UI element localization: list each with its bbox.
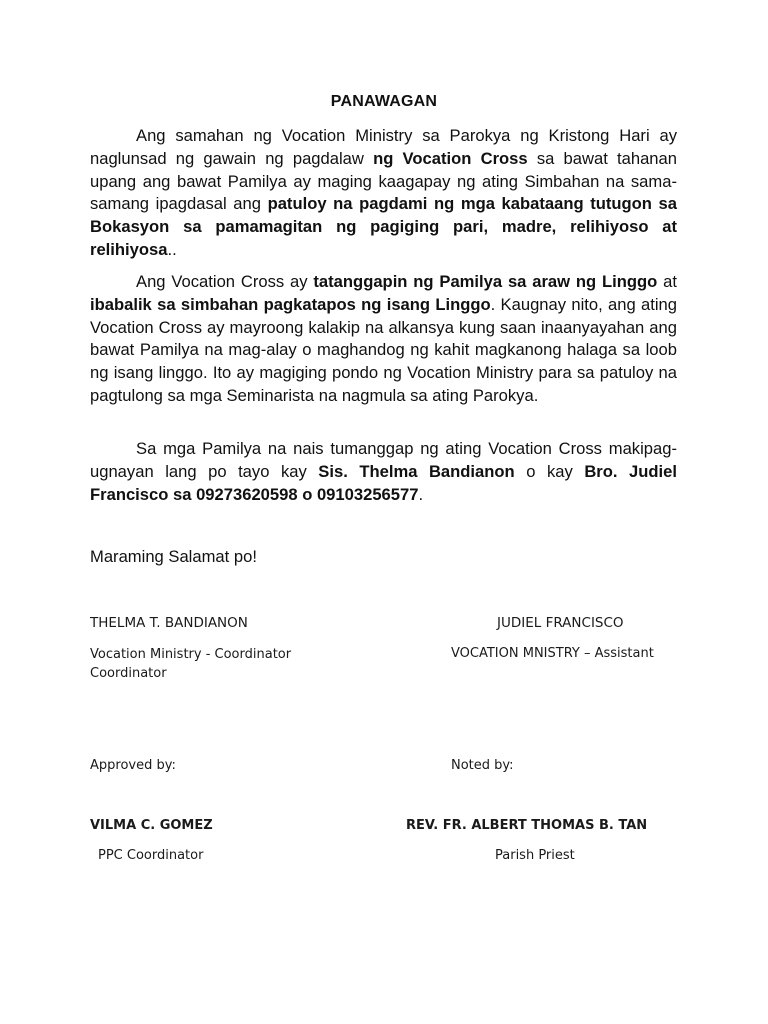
approver-name: VILMA C. GOMEZ	[90, 818, 213, 833]
text-run: . Kaugnay nito, ang ating Vocation Cross ay mayroong kalakip na alkansya kung saan inaanyayahan ang bawat Pamilya na mag-alay o maghandog ng kahit magkanong halaga sa loob ng isang linggo. Ito ay magiging pondo ng Vocation Ministry para sa patuloy na pagtulong sa mga Seminarista na nagmula sa ating Parokya.	[90, 294, 678, 405]
closing-line: Maraming Salamat po!	[90, 547, 257, 566]
text-run: sa bawat tahanan upang ang bawat Pamilya ay maging kaagapay ng ating Simbahan na sama-samang ipagdasal ang	[90, 148, 677, 214]
text-run: o kay	[514, 461, 585, 481]
right-signatory-name: JUDIEL FRANCISCO	[497, 615, 624, 631]
right-signatory-role: VOCATION MNISTRY – Assistant	[451, 646, 654, 661]
left-signatory-name: THELMA T. BANDIANON	[90, 615, 248, 631]
text-run: Ang samahan ng Vocation Ministry sa Parokya ng Kristong Hari ay naglunsad ng gawain ng pagdalaw	[90, 126, 677, 168]
left-signatory-role: Vocation Ministry - Coordinator Coordinator	[90, 647, 292, 681]
text-run: at	[657, 272, 677, 291]
paragraph-3	[90, 438, 677, 506]
text-run: Sa mga Pamilya na nais tumanggap ng ating Vocation Cross makipag-ugnayan lang po tayo kay	[90, 439, 677, 481]
text-run: Ang Vocation Cross ay	[136, 272, 314, 291]
approved-by-label: Approved by:	[90, 758, 176, 773]
paragraph-1	[90, 125, 677, 262]
bold-text-run: Bro. Judiel Francisco sa 09273620598 o 09103256577	[90, 461, 677, 504]
approver-role: PPC Coordinator	[98, 848, 204, 863]
text-run: ..	[167, 239, 177, 259]
text-run: .	[418, 484, 424, 504]
paragraph-2	[90, 271, 677, 408]
document-title: PANAWAGAN	[330, 93, 438, 110]
noter-name: REV. FR. ALBERT THOMAS B. TAN	[406, 818, 648, 833]
bold-text-run: ibabalik sa simbahan pagkatapos ng isang Linggo	[90, 294, 491, 314]
bold-text-run: tatanggapin ng Pamilya sa araw ng Linggo	[313, 272, 658, 291]
bold-text-run: ng Vocation Cross	[373, 148, 528, 168]
noter-role: Parish Priest	[495, 848, 575, 863]
bold-text-run: Sis. Thelma Bandianon	[318, 461, 515, 481]
noted-by-label: Noted by:	[451, 758, 514, 773]
bold-text-run: patuloy na pagdami ng mga kabataang tutugon sa Bokasyon sa pamamagitan ng pagiging pari, madre, relihiyoso at relihiyosa	[90, 194, 678, 259]
